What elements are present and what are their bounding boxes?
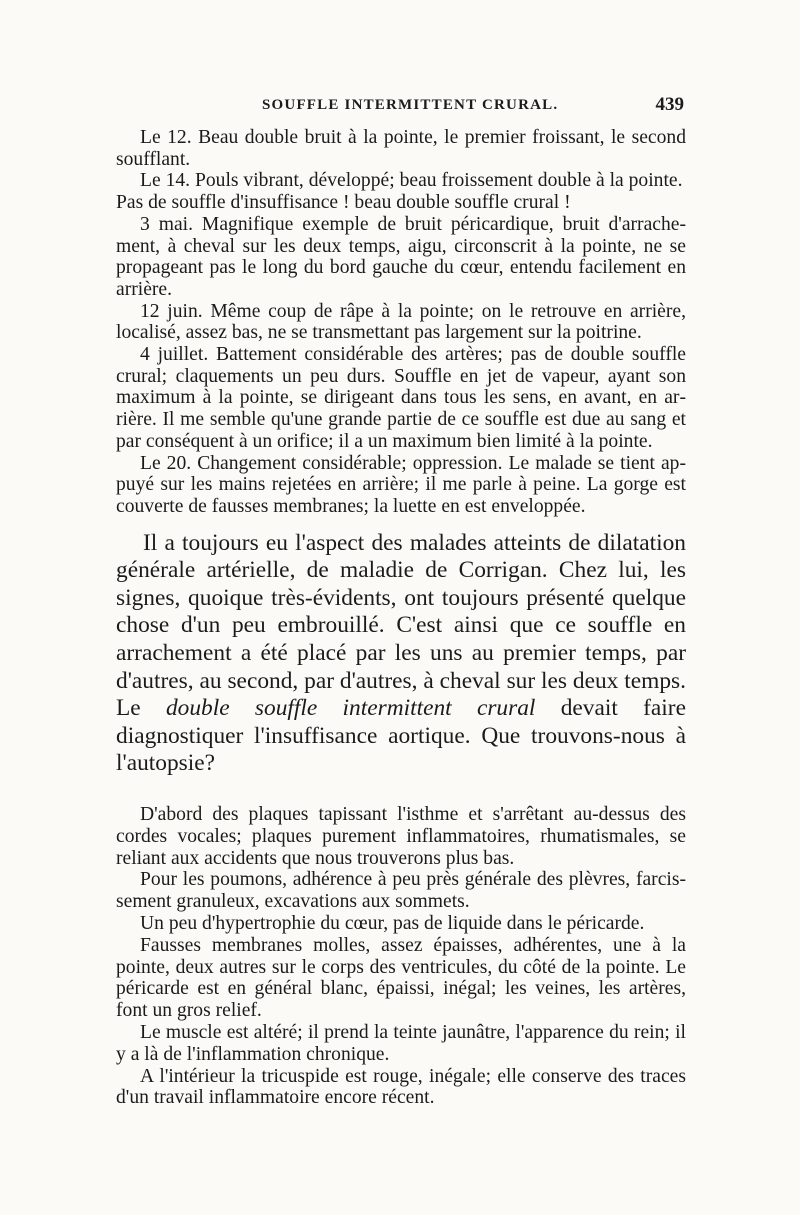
observation-paragraph: 4 juillet. Battement considérable des artères; pas de double souffle crural; claquements un peu durs. Souffle en jet de vapeur, ayant son maximum à la pointe, se dirigeant dans tous les sens, en avant, en arrière. Il me semble qu'une grande partie de ce souffle est due au sang et par conséquent à un orifice; il a un maximum bien limité à la pointe.: [116, 344, 686, 452]
autopsy-paragraph: D'abord des plaques tapissant l'isthme et s'arrêtant au-dessus des cordes vocales; plaques purement inflammatoires, rhumatismales, se reliant aux accidents que nous trouverons plus bas.: [116, 804, 686, 869]
page-header: [116, 93, 688, 123]
observation-paragraph: 12 juin. Même coup de râpe à la pointe; on le retrouve en arrière, localisé, assez bas, ne se transmettant pas largement sur la poitrine.: [116, 300, 686, 344]
autopsy-paragraph: Pour les poumons, adhérence à peu près générale des plèvres, farcissement granuleux, excavations aux sommets.: [116, 869, 686, 913]
commentary-paragraph: [116, 530, 686, 778]
observation-paragraph: Le 14. Pouls vibrant, développé; beau froissement double à la pointe.: [140, 170, 683, 192]
autopsy-paragraph: Fausses membranes molles, assez épaisses, adhérentes, une à la pointe, deux autres sur le corps des ventricules, du côté de la pointe. Le péricarde est en général blanc, épaissi, inégal; les veines, les artères, font un gros relief.: [116, 934, 686, 1022]
observation-paragraph: Le 20. Changement considérable; oppression. Le malade se tient appuyé sur les mains rejetées en arrière; il me parle à peine. La gorge est couverte de fausses membranes; la luette en est enveloppée.: [116, 452, 686, 517]
observation-paragraph: Le 12. Beau double bruit à la pointe, le premier froissant, le second soufflant.: [116, 127, 686, 170]
page-body: [116, 127, 686, 1109]
autopsy-paragraph: Le muscle est altéré; il prend la teinte jaunâtre, l'apparence du rein; il y a là de l'inflammation chronique.: [116, 1021, 686, 1065]
commentary-text: devait faire diagnostiquer l'insuffisance aortique. Que trouvons-nous à l'autopsie?: [116, 695, 686, 777]
commentary-text: Il a toujours eu l'aspect des malades atteints de dilatation générale artérielle, de maladie de Corrigan. Chez lui, les signes, quoique très-évidents, ont toujours présenté quelque chose d'un peu embrouillé. C'est ainsi que ce souffle en arrachement a été placé par les uns au premier temps, par d'autres, au second, par d'autres, à cheval sur les deux temps. Le: [116, 529, 686, 722]
autopsy-paragraph: A l'intérieur la tricuspide est rouge, inégale; elle conserve des traces d'un travail inflammatoire encore récent.: [116, 1065, 686, 1109]
observation-paragraph: 3 mai. Magnifique exemple de bruit péricardique, bruit d'arrachement, à cheval sur les deux temps, aigu, circonscrit à la pointe, ne se propageant pas le long du bord gauche du cœur, entendu facilement en arrière.: [116, 213, 686, 300]
page-number: 439: [655, 94, 684, 115]
running-title: SOUFFLE INTERMITTENT CRURAL.: [262, 97, 559, 113]
autopsy-paragraph: Un peu d'hypertrophie du cœur, pas de liquide dans le péricarde.: [140, 912, 645, 934]
italic-exclamation: Pas de souffle d'insuffisance ! beau double souffle crural !: [116, 192, 571, 214]
commentary-italic-term: double souffle intermittent crural: [165, 695, 536, 722]
